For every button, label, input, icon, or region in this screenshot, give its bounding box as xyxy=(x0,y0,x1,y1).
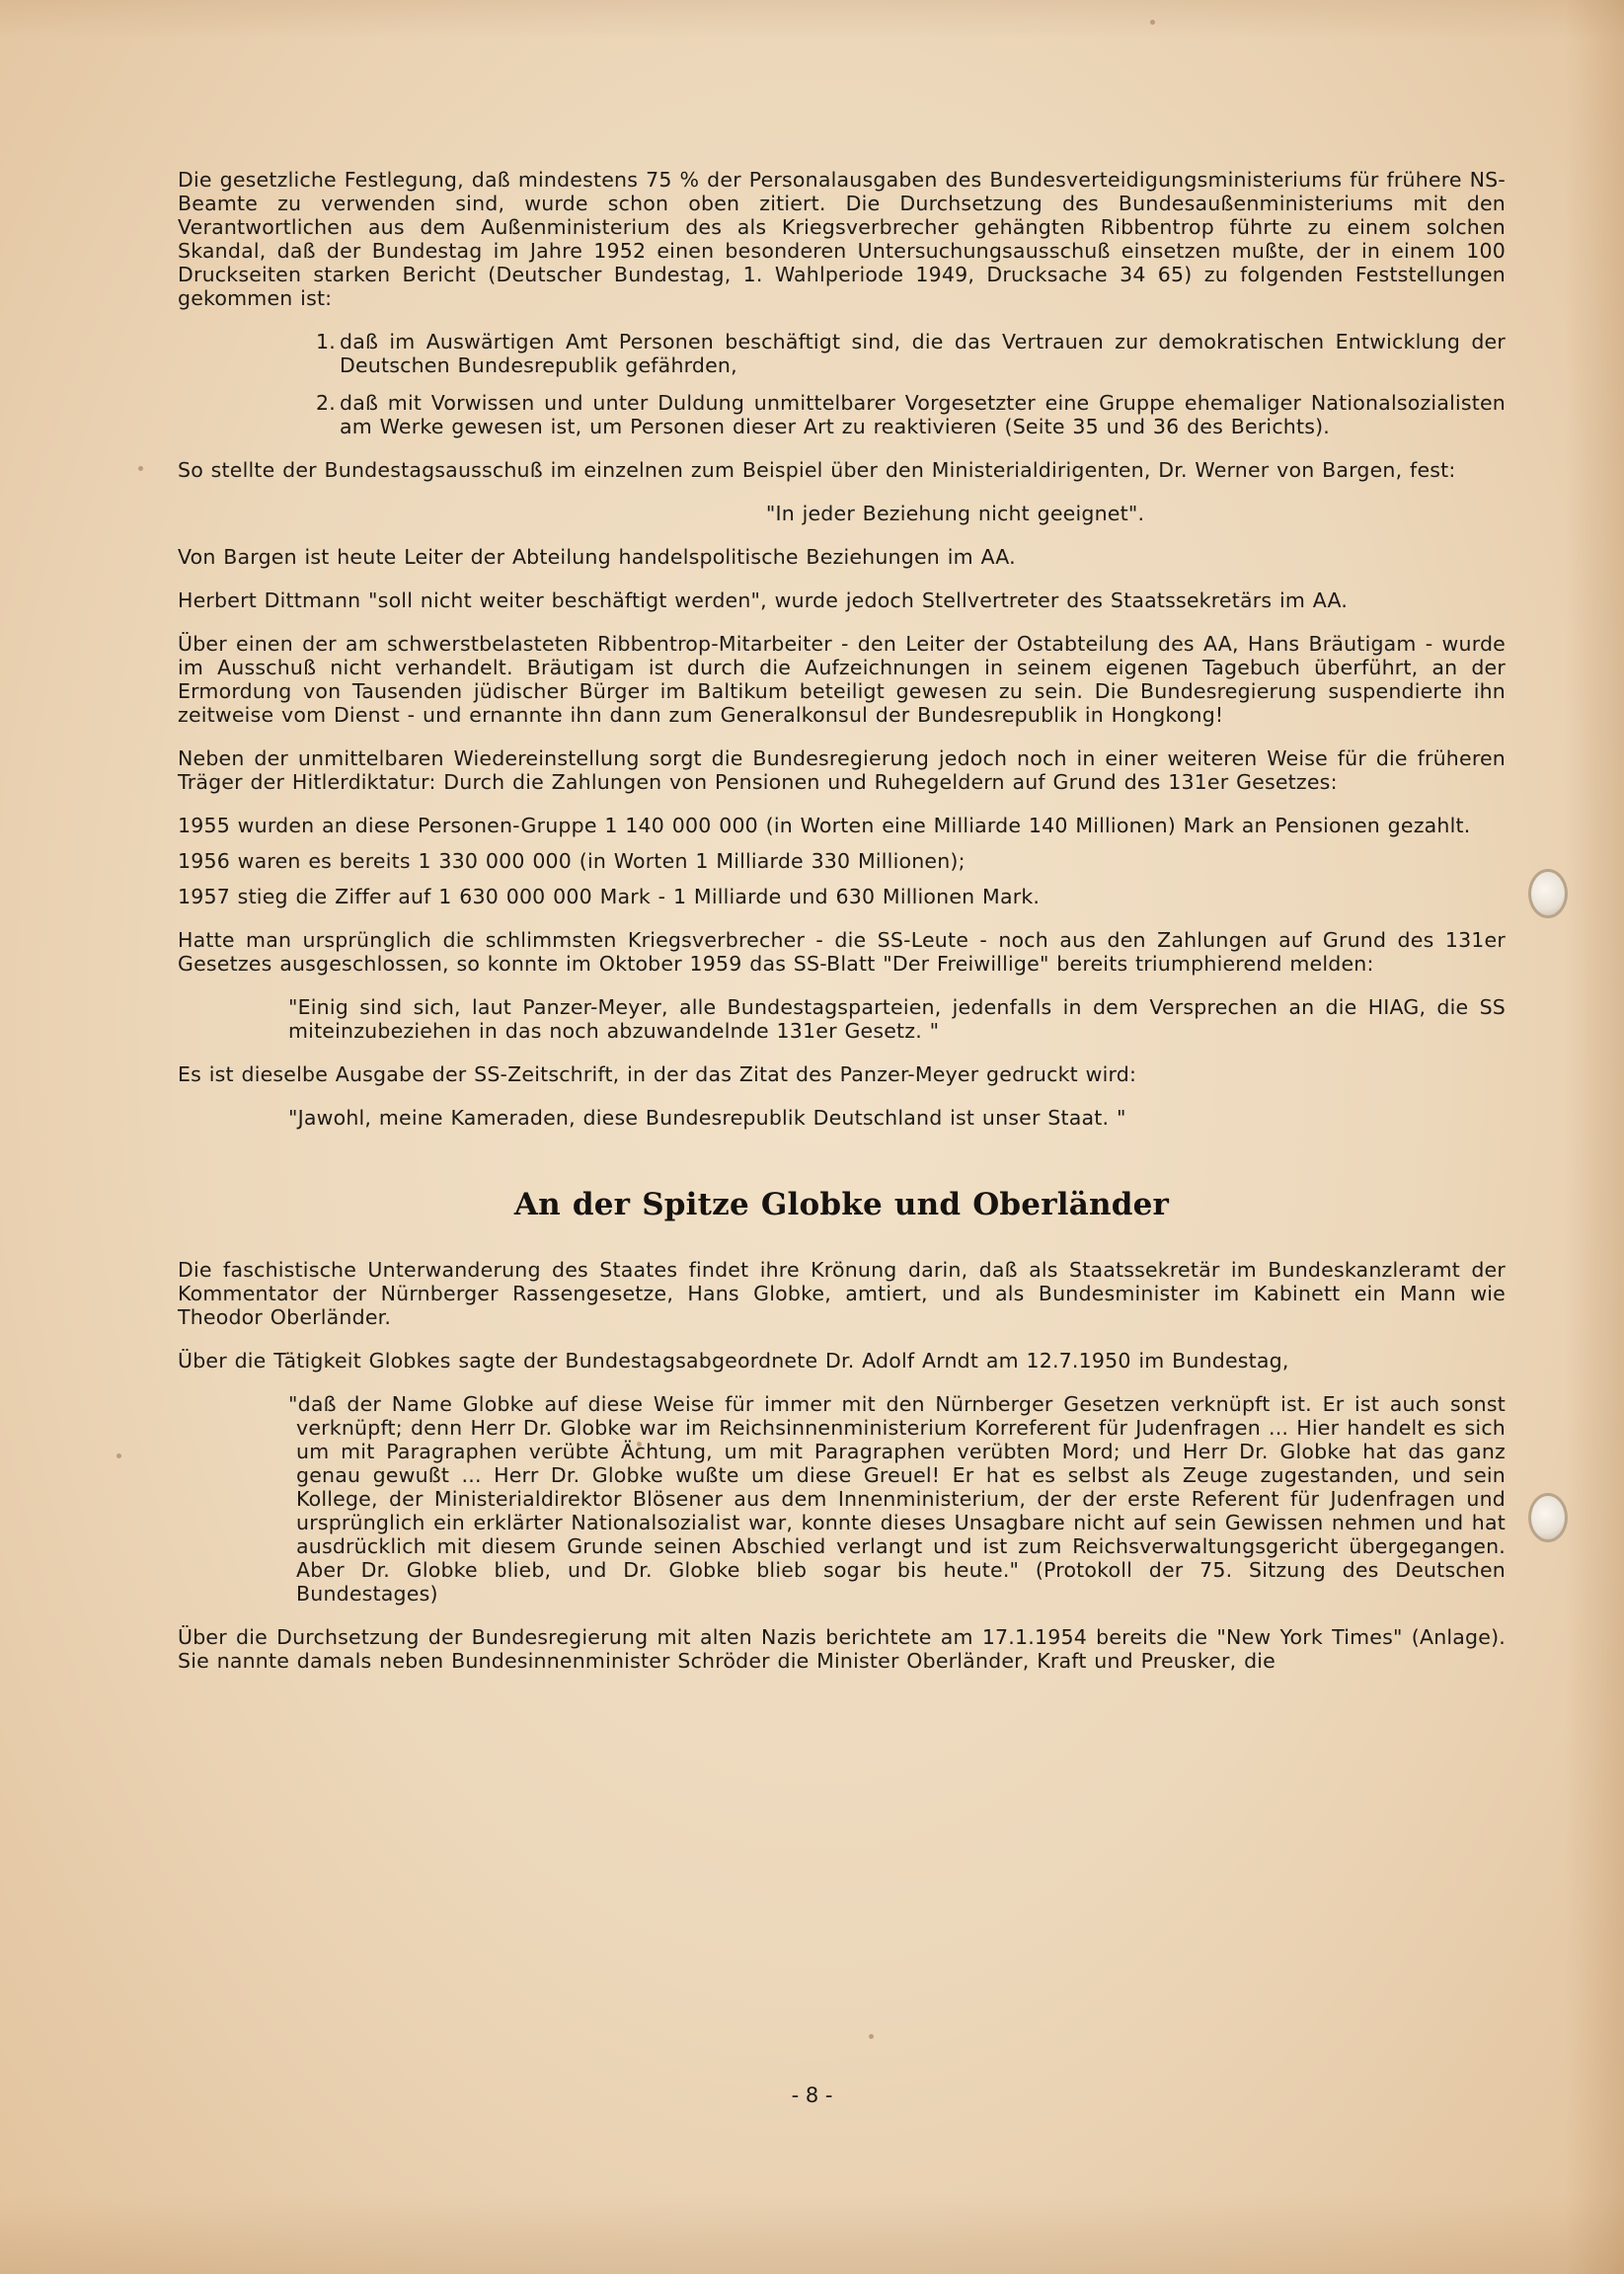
paragraph-intro: Die gesetzliche Festlegung, daß mindestens 75 % der Personalausgaben des Bundesverteidigungsministeriums für frühere NS-Beamte zu verwenden sind, wurde schon oben zitiert. Die Durchsetzung des Bundesaußenministeriums mit den Verantwortlichen aus dem Außenministerium des als Kriegsverbrecher gehängten Ribbentrop führte zu einem solchen Skandal, daß der Bundestag im Jahre 1952 einen besonderen Untersuchungsausschuß einsetzen mußte, der in einem 100 Druckseiten starken Bericht (Deutscher Bundestag, 1. Wahlperiode 1949, Drucksache 34 65) zu folgenden Feststellungen gekommen ist: xyxy=(178,168,1506,310)
quote-arndt: "daß der Name Globke auf diese Weise für immer mit den Nürnberger Gesetzen verknüpft ist. Er ist auch sonst verknüpft; denn Herr Dr. Globke war im Reichsinnenministerium Korreferent für Judenfragen ... Hier handelt es sich um mit Paragraphen verübte Ächtung, um mit Paragraphen verübten Mord; und Herr Dr. Globke hat das ganz genau gewußt ... Herr Dr. Globke wußte um diese Greuel! Er hat es selbst als Zeuge zugestanden, und sein Kollege, der Ministerialdirektor Blösener aus dem Innenministerium, der der erste Referent für Judenfragen und ursprünglich ein erklärter Nationalsozialist war, konnte dieses Unsagbare nicht auf sein Gewissen nehmen und hat ausdrücklich mit diesem Grunde seinen Abschied verlangt und ist zum Reichsverwaltungsgericht übergegangen. Aber Dr. Globke blieb, und Dr. Globke blieb sogar bis heute." (Protokoll der 75. Sitzung des Deutschen Bundestages) xyxy=(288,1392,1506,1606)
paragraph-dittmann: Herbert Dittmann "soll nicht weiter beschäftigt werden", wurde jedoch Stellvertreter des Staatssekretärs im AA. xyxy=(178,588,1349,612)
list-item xyxy=(316,391,1506,438)
paragraph-new-york-times: Über die Durchsetzung der Bundesregierung mit alten Nazis berichtete am 17.1.1954 bereits die "New York Times" (Anlage). Sie nannte damals neben Bundesinnenminister Schröder die Minister Oberländer, Kraft und Preusker, die xyxy=(178,1625,1506,1673)
paragraph-bargen: So stellte der Bundestagsausschuß im einzelnen zum Beispiel über den Ministerialdirigenten, Dr. Werner von Bargen, fest: xyxy=(178,458,1456,482)
list-item-number: 2. xyxy=(316,391,336,415)
quote-kameraden: "Jawohl, meine Kameraden, diese Bundesrepublik Deutschland ist unser Staat. " xyxy=(288,1106,1126,1130)
list-item-text: daß mit Vorwissen und unter Duldung unmittelbarer Vorgesetzter eine Gruppe ehemaliger Nationalsozialisten am Werke gewesen ist, um Personen dieser Art zu reaktivieren (Seite 35 und 36 des Berichts). xyxy=(340,391,1506,438)
paper-speck xyxy=(138,466,143,471)
paper-speck xyxy=(1150,20,1155,25)
paper-speck xyxy=(869,2034,874,2039)
paper-speck xyxy=(116,1453,121,1458)
document-body xyxy=(178,168,1506,1692)
quote-panzer-meyer: "Einig sind sich, laut Panzer-Meyer, alle Bundestagsparteien, jedenfalls in dem Versprechen an die HIAG, die SS miteinzubeziehen in das noch abzuwandelnde 131er Gesetz. " xyxy=(288,995,1506,1043)
quote-not-suitable: "In jeder Beziehung nicht geeignet". xyxy=(765,502,1145,525)
punch-hole-icon xyxy=(1528,869,1568,918)
paper-edge-shadow-right xyxy=(1565,0,1624,2274)
paragraph-ss-magazine: Es ist dieselbe Ausgabe der SS-Zeitschrift, in der das Zitat des Panzer-Meyer gedruckt wird: xyxy=(178,1062,1137,1086)
section-heading: An der Spitze Globke und Oberländer xyxy=(513,1187,1170,1222)
paragraph-arndt: Über die Tätigkeit Globkes sagte der Bundestagsabgeordnete Dr. Adolf Arndt am 12.7.1950 im Bundestag, xyxy=(178,1349,1289,1372)
pension-1956: 1956 waren es bereits 1 330 000 000 (in Worten 1 Milliarde 330 Millionen); xyxy=(178,849,966,873)
paper-edge-shadow-bottom xyxy=(0,2195,1624,2274)
list-item-number: 1. xyxy=(316,330,336,353)
paragraph-globke-oberlaender: Die faschistische Unterwanderung des Staates findet ihre Krönung darin, daß als Staatssekretär im Bundeskanzleramt der Kommentator der Nürnberger Rassengesetze, Hans Globke, amtiert, und als Bundesminister im Kabinett ein Mann wie Theodor Oberländer. xyxy=(178,1258,1506,1329)
list-item-text: daß im Auswärtigen Amt Personen beschäftigt sind, die das Vertrauen zur demokratischen Entwicklung der Deutschen Bundesrepublik gefährden, xyxy=(340,330,1506,377)
paper-edge-shadow-top xyxy=(0,0,1624,39)
pension-1955: 1955 wurden an diese Personen-Gruppe 1 140 000 000 (in Worten eine Milliarde 140 Millionen) Mark an Pensionen gezahlt. xyxy=(178,814,1471,837)
findings-list xyxy=(178,330,1506,438)
paragraph-brautigam: Über einen der am schwerstbelasteten Ribbentrop-Mitarbeiter - den Leiter der Ostabteilung des AA, Hans Bräutigam - wurde im Ausschuß nicht verhandelt. Bräutigam ist durch die Aufzeichnungen in seinem eigenen Tagebuch überführt, an der Ermordung von Tausenden jüdischer Bürger im Baltikum beteiligt gewesen zu sein. Die Bundesregierung suspendierte ihn zeitweise vom Dienst - und ernannte ihn dann zum Generalkonsul der Bundesrepublik in Hongkong! xyxy=(178,632,1506,727)
page-number: - 8 - xyxy=(791,2083,833,2107)
list-item xyxy=(316,330,1506,377)
punch-hole-icon xyxy=(1528,1493,1568,1542)
paragraph-ss: Hatte man ursprünglich die schlimmsten Kriegsverbrecher - die SS-Leute - noch aus den Zahlungen auf Grund des 131er Gesetzes ausgeschlossen, so konnte im Oktober 1959 das SS-Blatt "Der Freiwillige" bereits triumphierend melden: xyxy=(178,928,1506,976)
paragraph-bargen-position: Von Bargen ist heute Leiter der Abteilung handelspolitische Beziehungen im AA. xyxy=(178,545,1016,569)
pension-1957: 1957 stieg die Ziffer auf 1 630 000 000 Mark - 1 Milliarde und 630 Millionen Mark. xyxy=(178,885,1041,908)
paragraph-pensions: Neben der unmittelbaren Wiedereinstellung sorgt die Bundesregierung jedoch noch in einer weiteren Weise für die früheren Träger der Hitlerdiktatur: Durch die Zahlungen von Pensionen und Ruhegeldern auf Grund des 131er Gesetzes: xyxy=(178,746,1506,794)
